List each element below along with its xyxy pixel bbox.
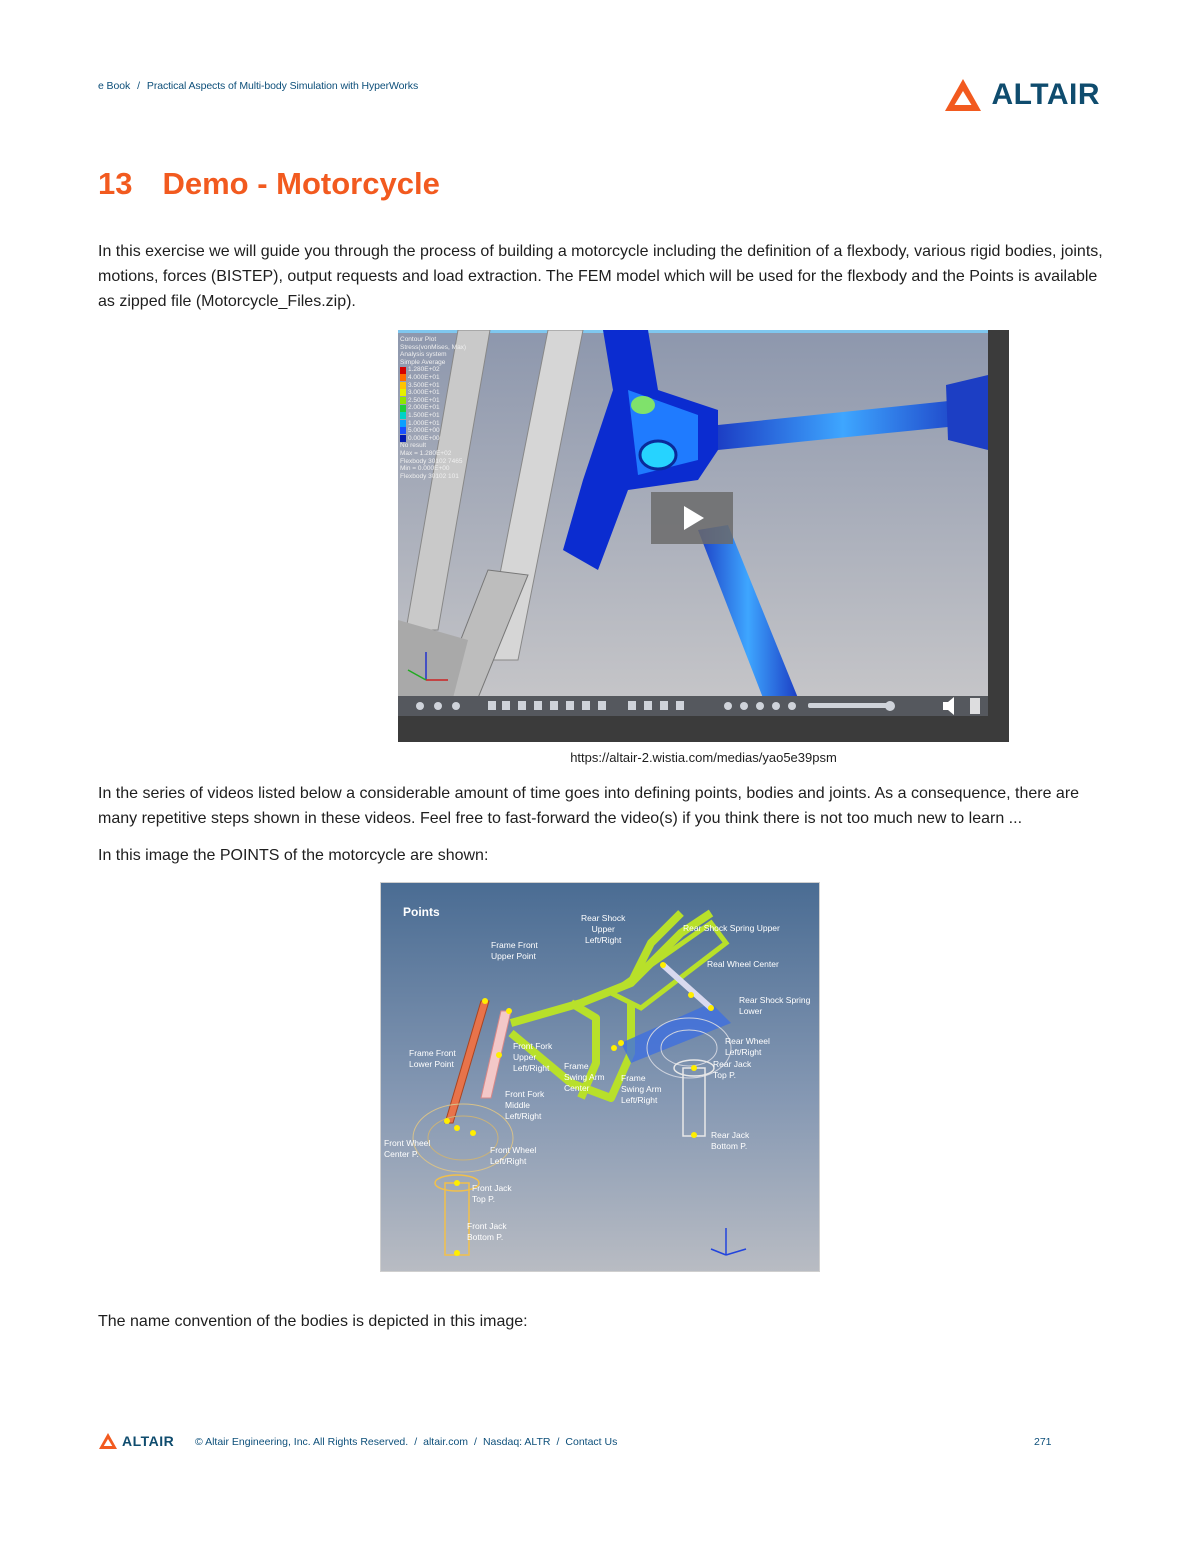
legend-row [400, 420, 466, 428]
point-label-line: Center P. [384, 1149, 419, 1159]
legend-row [400, 397, 466, 405]
point-label-real-wheel-center [707, 959, 779, 970]
legend-row [400, 404, 466, 412]
point-label-frame-front-upper [491, 940, 538, 962]
point-label-line: Rear Jack [713, 1059, 752, 1069]
point-label-rear-jack-top [713, 1059, 751, 1081]
point-label-line: Frame [621, 1073, 646, 1083]
point-label-line: Rear Jack [711, 1130, 750, 1140]
point-label-line: Front Fork [505, 1089, 545, 1099]
video-link[interactable]: https://altair-2.wistia.com/medias/yao5e39psm [570, 750, 837, 765]
legend-footer: Flexbody 30102 7465 [400, 457, 463, 465]
page-number: 271 [1034, 1436, 1052, 1448]
footer-altair-logo [98, 1432, 174, 1450]
point-label-line: Rear Shock Spring Upper [683, 923, 780, 933]
footer-link-altair[interactable]: altair.com [423, 1436, 469, 1448]
legend-row [400, 435, 466, 443]
footer-links: © Altair Engineering, Inc. All Rights Reserved. / altair.com / Nasdaq: ALTR / Contact Us [195, 1436, 618, 1448]
footer-logo-text: ALTAIR [122, 1433, 175, 1449]
point-label-line: Front Wheel [384, 1138, 431, 1148]
point-label-line: Upper [591, 924, 615, 934]
point-label-front-jack-bottom [467, 1221, 507, 1243]
legend-value: 1.000E+01 [408, 419, 440, 427]
legend-row [400, 382, 466, 390]
bodies-intro-paragraph: The name convention of the bodies is depicted in this image: [98, 1313, 528, 1330]
altair-logo-icon [98, 1432, 118, 1450]
legend-swatch [400, 427, 406, 434]
legend-footer: Flexbody 30102 101 [400, 472, 459, 480]
legend-title: Contour Plot [400, 336, 437, 343]
point-label-line: Left/Right [585, 935, 622, 945]
legend-value: 0.000E+00 [408, 434, 440, 442]
point-label-line: Bottom P. [711, 1141, 748, 1151]
legend-value: 5.000E+00 [408, 427, 440, 435]
legend-swatch [400, 412, 406, 419]
point-label-line: Front Wheel [490, 1145, 537, 1155]
point-label-front-wheel-center [384, 1138, 430, 1160]
point-label-front-fork-upper [513, 1041, 552, 1074]
point-label-front-wheel-lr [490, 1145, 536, 1167]
legend-swatch [400, 420, 406, 427]
section-title [98, 166, 440, 202]
section-number: 13 [98, 166, 133, 201]
point-label-line: Left/Right [513, 1063, 550, 1073]
point-label-frame-swing-arm-lr [621, 1073, 662, 1106]
point-label-line: Frame [564, 1061, 589, 1071]
legend-swatch [400, 367, 406, 374]
point-label-line: Lower Point [409, 1059, 454, 1069]
legend-title: Simple Average [400, 358, 446, 366]
point-label-line: Front Jack [472, 1183, 512, 1193]
points-figure-title: Points [403, 905, 440, 919]
points-figure [380, 882, 820, 1272]
play-button[interactable] [651, 492, 733, 544]
point-label-line: Top P. [472, 1194, 496, 1204]
point-label-frame-swing-arm-center [564, 1061, 605, 1094]
point-label-line: Left/Right [490, 1156, 527, 1166]
point-label-line: Swing Arm [621, 1084, 662, 1094]
legend-value: 4.000E+01 [408, 373, 440, 381]
footer-copyright: © Altair Engineering, Inc. All Rights Reserved. [195, 1436, 409, 1448]
legend-value: 2.500E+01 [408, 396, 440, 404]
contour-legend [400, 336, 466, 480]
point-label-line: Left/Right [621, 1095, 658, 1105]
point-label-rear-shock-upper [581, 913, 625, 946]
altair-logo [943, 77, 1100, 113]
legend-value: 3.500E+01 [408, 381, 440, 389]
point-label-line: Real Wheel Center [707, 959, 779, 969]
legend-row [400, 366, 466, 374]
point-label-line: Left/Right [505, 1111, 542, 1121]
footer-link-contact[interactable]: Contact Us [565, 1436, 618, 1448]
legend-row [400, 389, 466, 397]
legend-value: 1.280E+02 [408, 366, 440, 374]
legend-footer: Max = 1.280E+02 [400, 449, 452, 457]
point-label-line: Lower [739, 1006, 763, 1016]
point-label-rear-shock-spring-lower [739, 995, 810, 1017]
point-label-line: Left/Right [725, 1047, 762, 1057]
point-label-line: Frame Front [409, 1048, 456, 1058]
legend-footer: No result [400, 442, 427, 450]
video-player[interactable] [398, 330, 1009, 742]
point-label-line: Rear Shock Spring [739, 995, 811, 1005]
point-label-line: Frame Front [491, 940, 538, 950]
video-frame [398, 330, 1009, 742]
altair-logo-icon [943, 77, 983, 113]
legend-swatch [400, 397, 406, 404]
point-label-line: Bottom P. [467, 1232, 504, 1242]
point-label-front-fork-middle [505, 1089, 544, 1122]
legend-footer: Min = 0.000E+00 [400, 465, 450, 473]
altair-logo-text: ALTAIR [991, 78, 1100, 111]
point-label-line: Center [564, 1083, 590, 1093]
footer-link-nasdaq[interactable]: Nasdaq: ALTR [482, 1436, 551, 1448]
legend-swatch [400, 435, 406, 442]
point-label-rear-shock-spring-upper [683, 923, 780, 934]
point-label-line: Rear Shock [581, 913, 626, 923]
legend-row [400, 374, 466, 382]
legend-value: 3.000E+01 [408, 389, 440, 397]
breadcrumb-item-book-title[interactable]: Practical Aspects of Multi-body Simulation with HyperWorks [146, 80, 419, 92]
breadcrumb-item-ebook[interactable]: e Book [98, 80, 131, 92]
legend-swatch [400, 389, 406, 396]
point-label-line: Rear Wheel [725, 1036, 770, 1046]
point-label-line: Upper Point [491, 951, 536, 961]
videos-note-paragraph: In the series of videos listed below a considerable amount of time goes into defining points, bodies and joints. As a consequence, there are many repetitive steps shown in these videos. Feel free to fast-forward the video(s) if you think there is not too much new to learn ... [98, 785, 1080, 827]
point-label-line: Front Fork [513, 1041, 553, 1051]
legend-row [400, 427, 466, 435]
legend-swatch [400, 374, 406, 381]
legend-title: Analysis system [400, 351, 447, 359]
point-label-rear-jack-bottom [711, 1130, 749, 1152]
legend-swatch [400, 382, 406, 389]
legend-value: 2.000E+01 [408, 404, 440, 412]
point-label-rear-wheel [725, 1036, 770, 1058]
point-label-line: Top P. [713, 1070, 737, 1080]
legend-row [400, 412, 466, 420]
point-label-line: Upper [513, 1052, 537, 1062]
point-label-line: Swing Arm [564, 1072, 605, 1082]
point-label-front-jack-top [472, 1183, 512, 1205]
point-label-frame-front-lower [409, 1048, 456, 1070]
points-intro-paragraph: In this image the POINTS of the motorcycle are shown: [98, 847, 489, 864]
fullscreen-icon[interactable] [970, 698, 980, 714]
point-label-line: Front Jack [467, 1221, 507, 1231]
legend-swatch [400, 405, 406, 412]
legend-value: 1.500E+01 [408, 411, 440, 419]
legend-title: Stress(vonMises, Max) [400, 343, 467, 351]
breadcrumb: e Book / Practical Aspects of Multi-body Simulation with HyperWorks [98, 80, 419, 92]
point-label-line: Middle [505, 1100, 531, 1110]
intro-paragraph: In this exercise we will guide you through the process of building a motorcycle including the definition of a flexbody, various rigid bodies, joints, motions, forces (BISTEP), output requests and load extraction. The FEM model which will be used for the flexbody and the Points is available as zipped file (Motorcycle_Files.zip). [98, 243, 1103, 310]
section-title-text: Demo - Motorcycle [162, 166, 440, 201]
